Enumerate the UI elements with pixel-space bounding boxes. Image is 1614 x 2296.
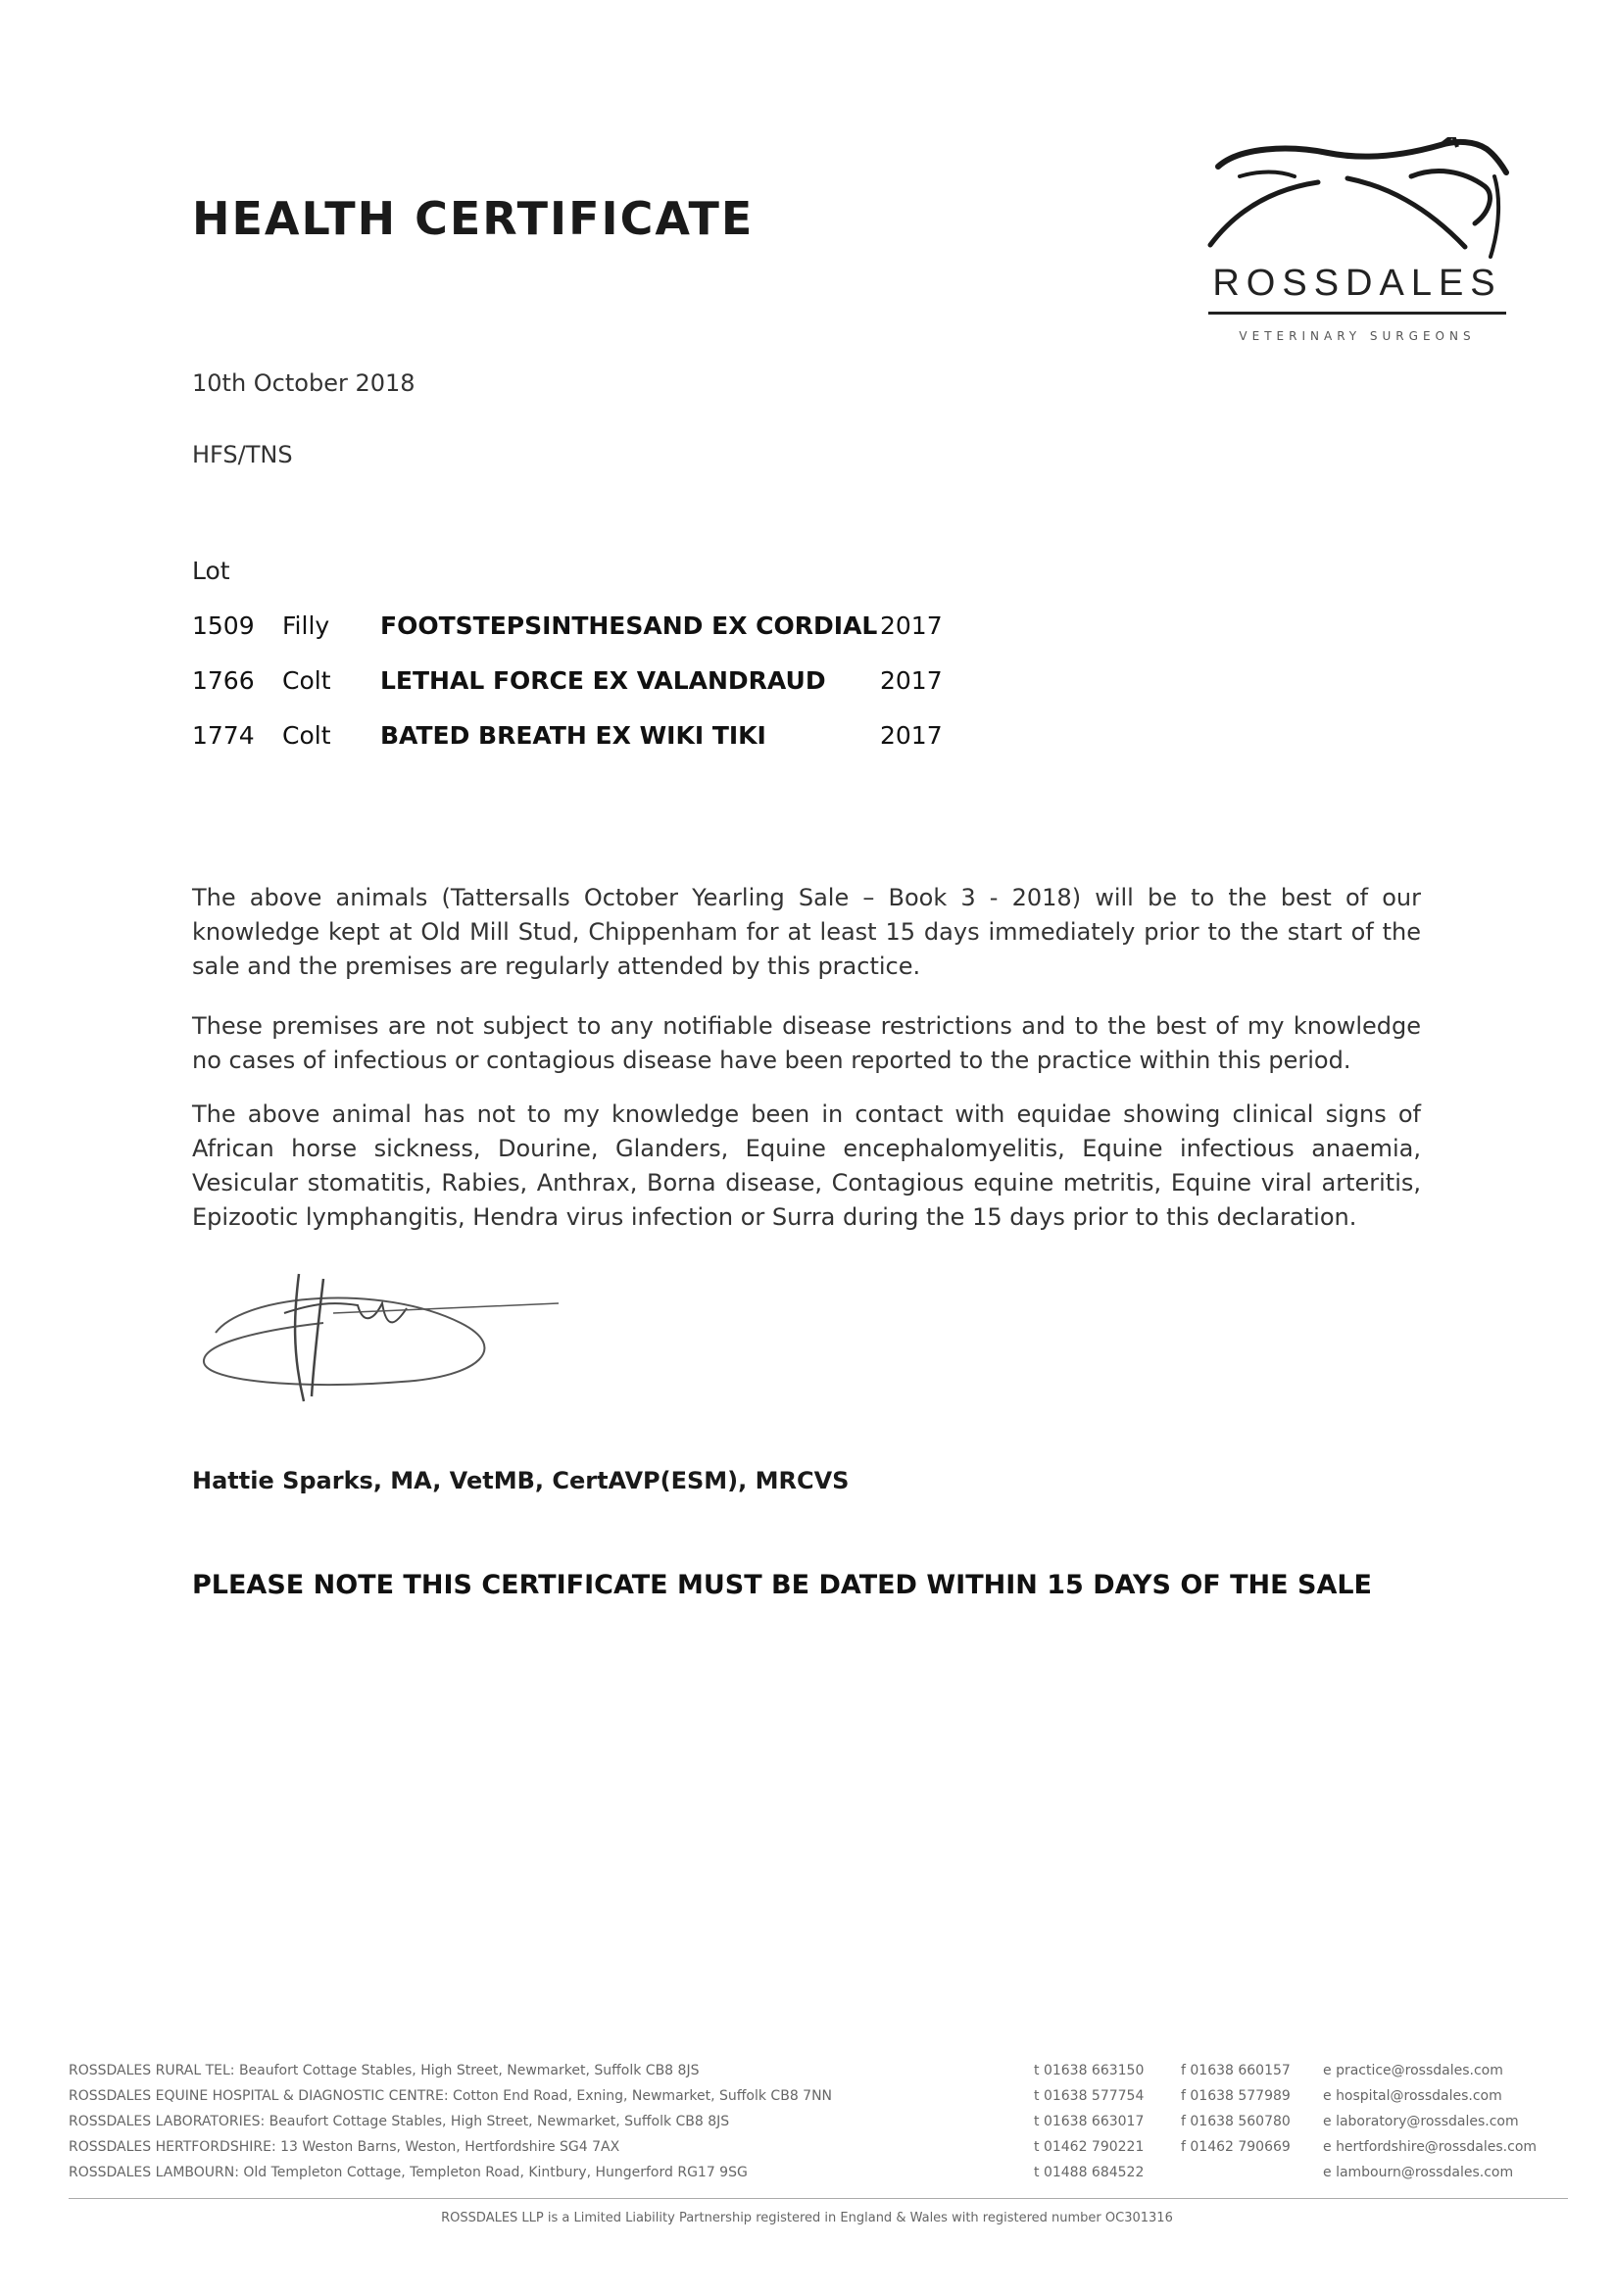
footer-address: ROSSDALES EQUINE HOSPITAL & DIAGNOSTIC CENTRE: Cotton End Road, Exning, Newmarket, Suffolk CB8 7NN [69,2088,833,2104]
footer-row [69,2165,1568,2190]
footer-row [69,2063,1568,2088]
lot-sex: Colt [282,666,331,695]
lot-breeding: BATED BREATH EX WIKI TIKI [380,721,766,750]
footer-email: e hospital@rossdales.com [1323,2088,1502,2104]
lot-sex: Colt [282,721,331,750]
footer-contacts [69,2063,1568,2190]
brand-divider [1208,312,1506,315]
footer-email: e hertfordshire@rossdales.com [1323,2139,1538,2155]
rossdales-logo [1200,137,1514,353]
footer-divider [69,2198,1568,2199]
declaration-paragraph-3: The above animal has not to my knowledge been in contact with equidae showing clinical signs of African horse sickness, Dourine, Glanders, Equine encephalomyelitis, Equine infectious anaemia, Vesicular stomatitis, Rabies, Anthrax, Borna disease, Contagious equine metritis, Equine viral arteritis, Epizootic lymphangitis, Hendra virus infection or Surra during the 15 days prior to this declaration. [192,1100,1421,1231]
declaration-paragraph-1: The above animals (Tattersalls October Yearling Sale – Book 3 - 2018) will be to the best of our knowledge kept at Old Mill Stud, Chippenham for at least 15 days immediately prior to the start of the sale and the premises are regularly attended by this practice. [192,884,1421,980]
footer-email: e laboratory@rossdales.com [1323,2114,1519,2129]
footer-fax: f 01638 577989 [1181,2088,1291,2104]
footer-fax: f 01462 790669 [1181,2139,1291,2155]
brand-subtitle: VETERINARY SURGEONS [1239,329,1476,343]
lot-breeding: FOOTSTEPSINTHESAND EX CORDIAL [380,611,878,640]
signature [186,1254,578,1425]
signature-mark-icon [186,1254,578,1421]
footer-row [69,2114,1568,2139]
footer-email: e lambourn@rossdales.com [1323,2165,1514,2180]
declaration-paragraph-2: These premises are not subject to any notifiable disease restrictions and to the best of my knowledge no cases of infectious or contagious disease have been reported to the practice within this period. [192,1012,1421,1074]
footer-address: ROSSDALES LAMBOURN: Old Templeton Cottage, Templeton Road, Kintbury, Hungerford RG17 9SG [69,2165,748,2180]
footer-telephone: t 01488 684522 [1034,2165,1145,2180]
footer-fax: f 01638 660157 [1181,2063,1291,2078]
lot-year: 2017 [880,611,943,640]
footer-telephone: t 01638 663017 [1034,2114,1145,2129]
certificate-date: 10th October 2018 [192,369,416,397]
lot-number: 1766 [192,666,255,695]
footer-address: ROSSDALES HERTFORDSHIRE: 13 Weston Barns, Weston, Hertfordshire SG4 7AX [69,2139,620,2155]
footer-row [69,2088,1568,2114]
footer-telephone: t 01638 663150 [1034,2063,1145,2078]
dating-notice: PLEASE NOTE THIS CERTIFICATE MUST BE DATED WITHIN 15 DAYS OF THE SALE [192,1570,1372,1600]
footer-email: e practice@rossdales.com [1323,2063,1503,2078]
lot-sex: Filly [282,611,330,640]
lot-year: 2017 [880,721,943,750]
footer-telephone: t 01638 577754 [1034,2088,1145,2104]
legal-notice: ROSSDALES LLP is a Limited Liability Partnership registered in England & Wales with registered number OC301316 [441,2211,1173,2225]
brand-name: ROSSDALES [1212,263,1502,304]
lot-heading: Lot [192,557,230,585]
footer-telephone: t 01462 790221 [1034,2139,1145,2155]
footer-address: ROSSDALES LABORATORIES: Beaufort Cottage Stables, High Street, Newmarket, Suffolk CB8 8JS [69,2114,730,2129]
certificate-title: HEALTH CERTIFICATE [192,192,755,245]
footer-row [69,2139,1568,2165]
footer-address: ROSSDALES RURAL TEL: Beaufort Cottage Stables, High Street, Newmarket, Suffolk CB8 8JS [69,2063,700,2078]
reference-code: HFS/TNS [192,441,293,468]
lot-breeding: LETHAL FORCE EX VALANDRAUD [380,666,826,695]
lot-number: 1509 [192,611,255,640]
signatory-name: Hattie Sparks, MA, VetMB, CertAVP(ESM), MRCVS [192,1467,850,1494]
lot-number: 1774 [192,721,255,750]
lot-year: 2017 [880,666,943,695]
footer-fax: f 01638 560780 [1181,2114,1291,2129]
horse-logo-icon [1200,137,1514,265]
